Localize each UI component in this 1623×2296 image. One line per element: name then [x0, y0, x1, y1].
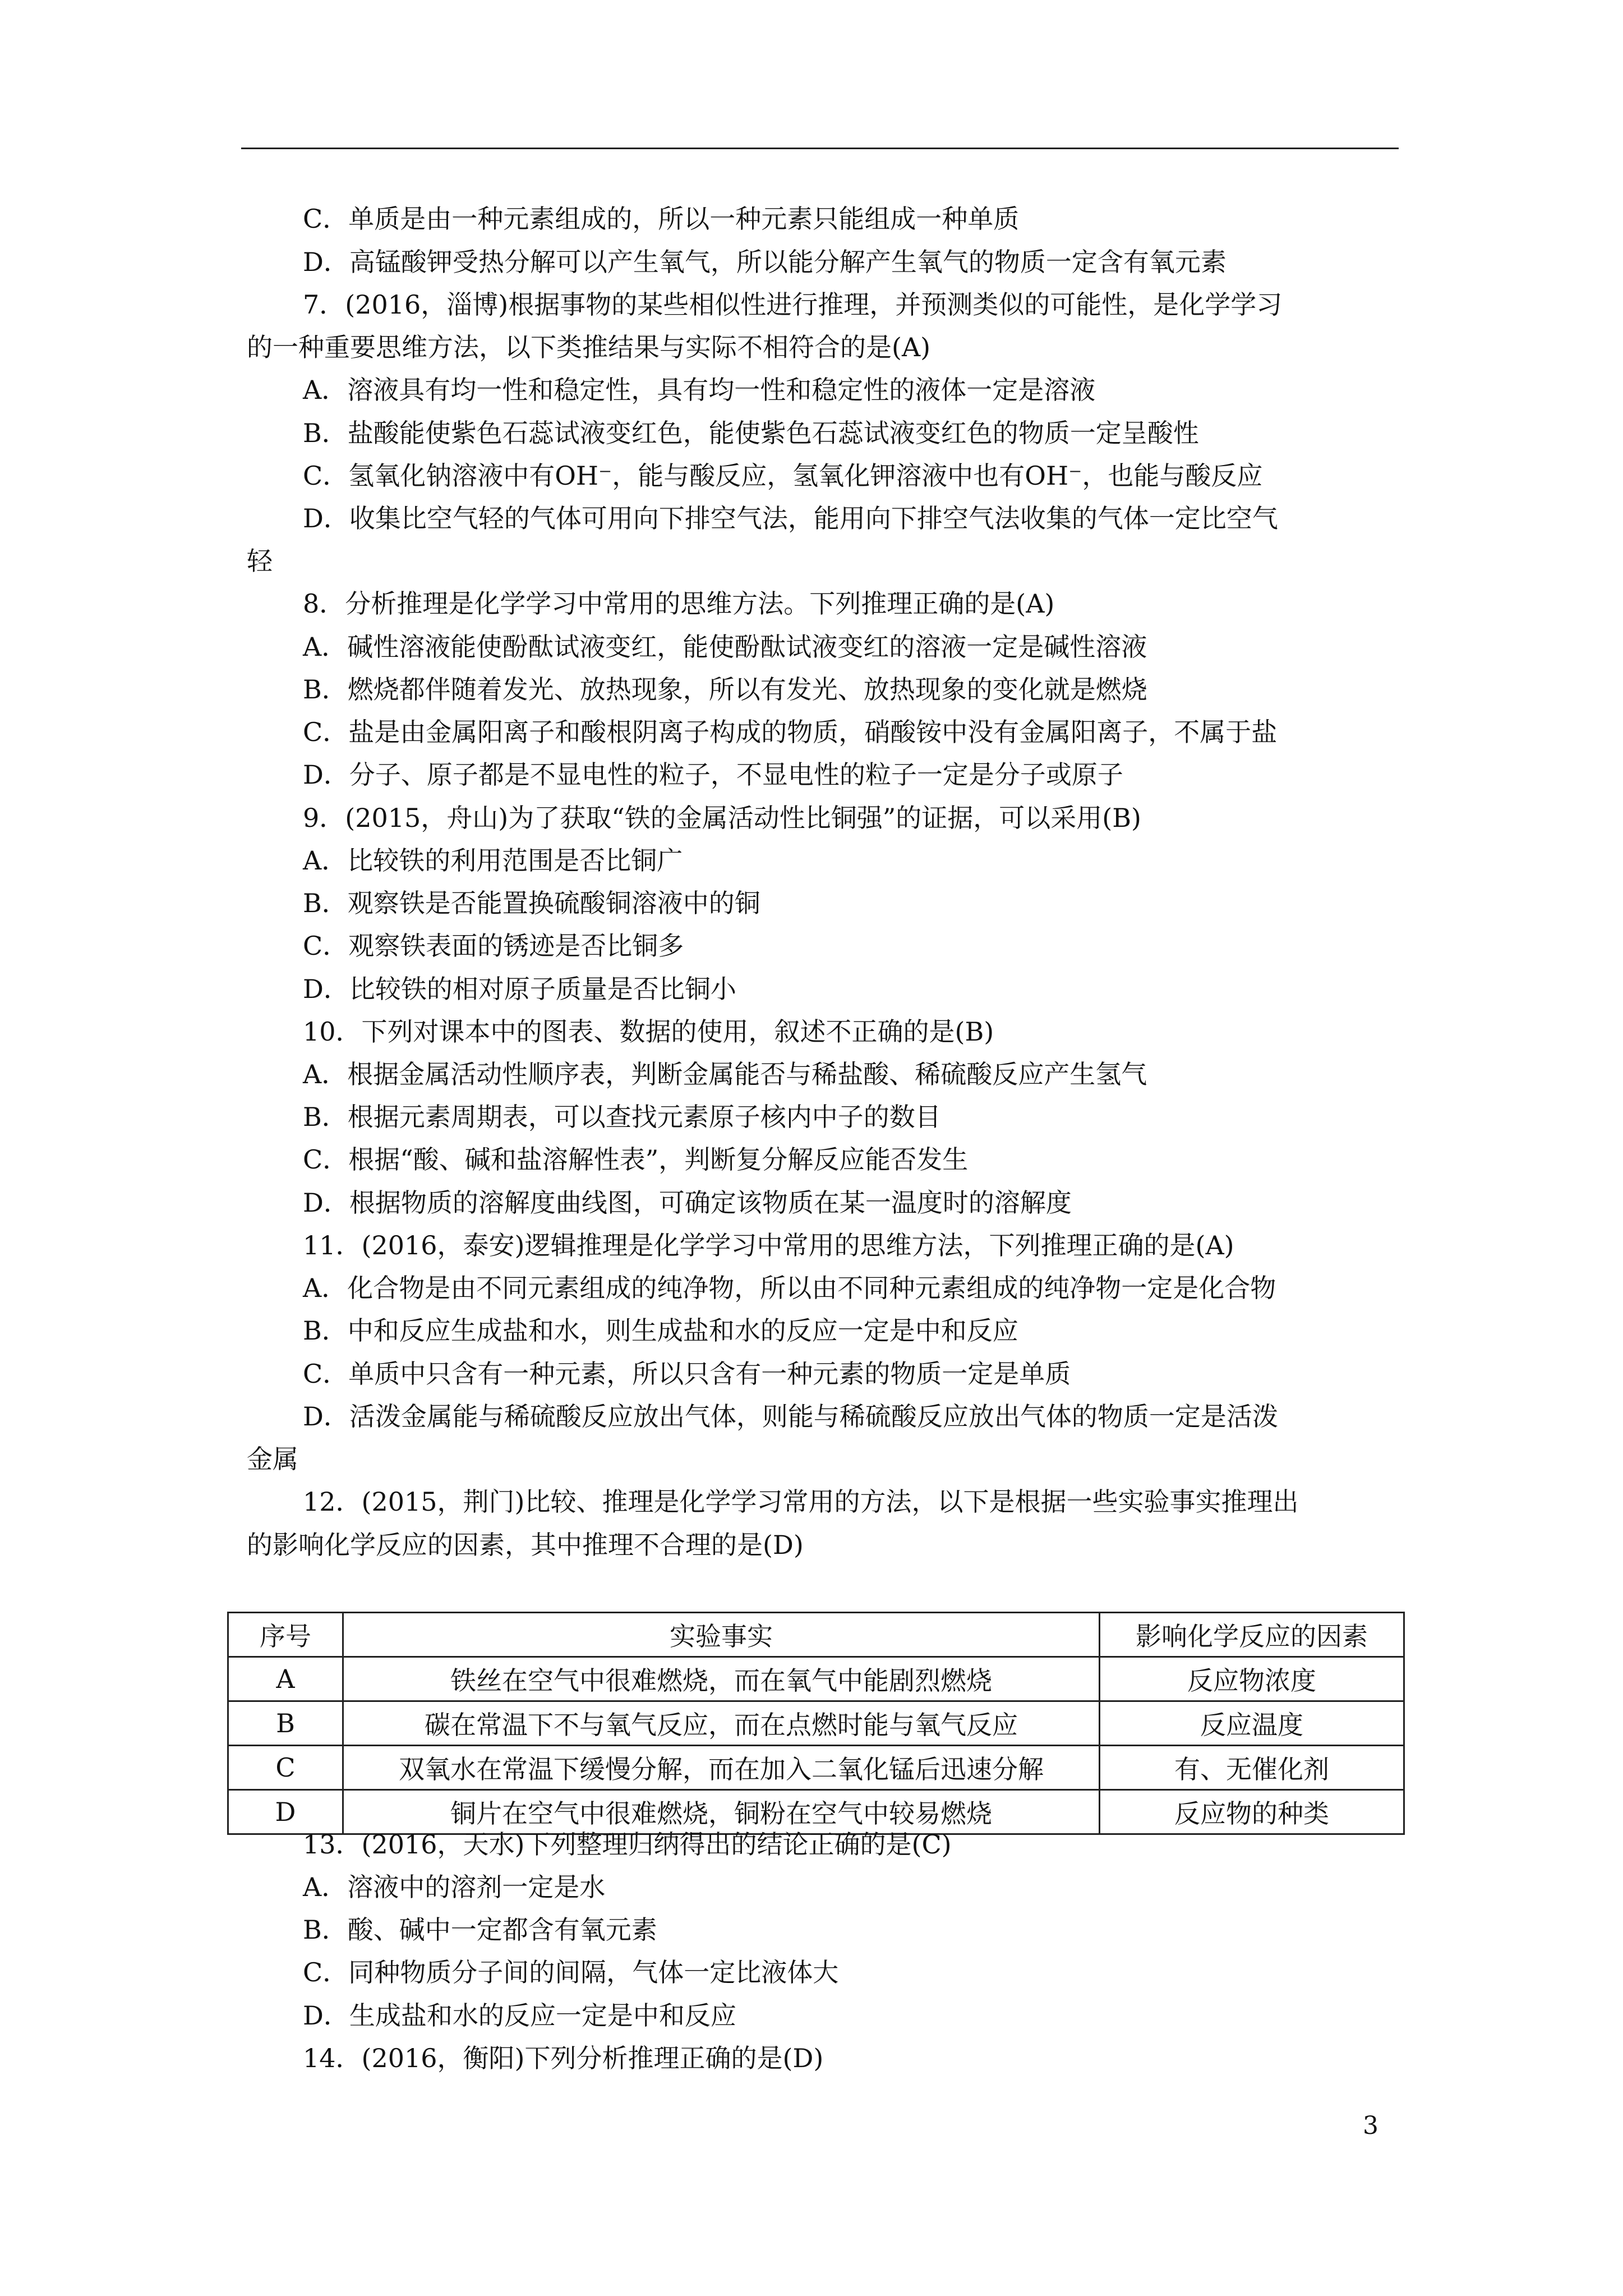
option-8b: B．燃烧都伴随着发光、放热现象，所以有发光、放热现象的变化就是燃烧: [303, 674, 1147, 705]
option-13a: A．溶液中的溶剂一定是水: [303, 1872, 606, 1902]
option-11d: D．活泼金属能与稀硫酸反应放出气体，则能与稀硫酸反应放出气体的物质一定是活泼: [303, 1401, 1278, 1432]
option-10c: C．根据“酸、碱和盐溶解性表”，判断复分解反应能否发生: [303, 1144, 969, 1175]
question-13-stem: 13．(2016，天水)下列整理归纳得出的结论正确的是(C): [303, 1829, 952, 1860]
question-9-stem: 9．(2015，舟山)为了获取“铁的金属活动性比铜强”的证据，可以采用(B): [303, 803, 1141, 833]
option-7d: D．收集比空气轻的气体可用向下排空气法，能用向下排空气法收集的气体一定比空气: [303, 503, 1278, 533]
table-row: [228, 1746, 1404, 1790]
option-10b: B．根据元素周期表，可以查找元素原子核内中子的数目: [303, 1102, 941, 1132]
table-cell: A: [228, 1657, 343, 1701]
option-8c: C．盐是由金属阳离子和酸根阴离子构成的物质，硝酸铵中没有金属阳离子，不属于盐: [303, 717, 1278, 747]
option-8a: A．碱性溶液能使酚酞试液变红，能使酚酞试液变红的溶液一定是碱性溶液: [303, 632, 1147, 662]
option-9c: C．观察铁表面的锈迹是否比铜多: [303, 931, 684, 961]
option-10a: A．根据金属活动性顺序表，判断金属能否与稀盐酸、稀硫酸反应产生氢气: [303, 1059, 1147, 1089]
option-6c: C．单质是由一种元素组成的，所以一种元素只能组成一种单质: [303, 204, 1020, 234]
option-8d: D．分子、原子都是不显电性的粒子，不显电性的粒子一定是分子或原子: [303, 760, 1123, 790]
header-rule: [241, 148, 1399, 149]
question-12-stem-cont: 的影响化学反应的因素，其中推理不合理的是(D): [247, 1530, 804, 1560]
page-number: 3: [1363, 2111, 1378, 2140]
question-7-stem-cont: 的一种重要思维方法，以下类推结果与实际不相符合的是(A): [247, 332, 931, 362]
option-11a: A．化合物是由不同元素组成的纯净物，所以由不同种元素组成的纯净物一定是化合物: [303, 1273, 1276, 1303]
option-9a: A．比较铁的利用范围是否比铜广: [303, 845, 683, 876]
question-10-stem: 10．下列对课本中的图表、数据的使用，叙述不正确的是(B): [303, 1016, 994, 1047]
table-cell: 碳在常温下不与氧气反应，而在点燃时能与氧气反应: [343, 1701, 1100, 1746]
table-cell: 反应温度: [1100, 1701, 1404, 1746]
table-cell: C: [228, 1746, 343, 1790]
question-7-stem: 7．(2016，淄博)根据事物的某些相似性进行推理，并预测类似的可能性，是化学学习: [303, 289, 1283, 320]
table-row: [228, 1701, 1404, 1746]
option-11b: B．中和反应生成盐和水，则生成盐和水的反应一定是中和反应: [303, 1315, 1018, 1346]
question-12-stem: 12．(2015，荆门)比较、推理是化学学习常用的方法，以下是根据一些实验事实推理出: [303, 1487, 1299, 1517]
option-13b: B．酸、碱中一定都含有氧元素: [303, 1915, 657, 1945]
column-header: 序号: [228, 1613, 343, 1657]
table-cell: 有、无催化剂: [1100, 1746, 1404, 1790]
experiment-table: [227, 1612, 1405, 1835]
question-8-stem: 8．分析推理是化学学习中常用的思维方法。下列推理正确的是(A): [303, 588, 1055, 619]
option-7a: A．溶液具有均一性和稳定性，具有均一性和稳定性的液体一定是溶液: [303, 375, 1096, 405]
option-9b: B．观察铁是否能置换硫酸铜溶液中的铜: [303, 888, 760, 918]
table-cell: 反应物的种类: [1100, 1790, 1404, 1834]
column-header: 实验事实: [343, 1613, 1100, 1657]
table-cell: 铁丝在空气中很难燃烧，而在氧气中能剧烈燃烧: [343, 1657, 1100, 1701]
option-7c: C．氢氧化钠溶液中有OH⁻，能与酸反应，氢氧化钾溶液中也有OH⁻，也能与酸反应: [303, 461, 1263, 491]
option-11d-cont: 金属: [247, 1444, 298, 1474]
question-14-stem: 14．(2016，衡阳)下列分析推理正确的是(D): [303, 2043, 824, 2073]
option-7b: B．盐酸能使紫色石蕊试液变红色，能使紫色石蕊试液变红色的物质一定呈酸性: [303, 418, 1199, 448]
option-10d: D．根据物质的溶解度曲线图，可确定该物质在某一温度时的溶解度: [303, 1188, 1072, 1218]
table-cell: B: [228, 1701, 343, 1746]
table-cell: 反应物浓度: [1100, 1657, 1404, 1701]
table-cell: 铜片在空气中很难燃烧，铜粉在空气中较易燃烧: [343, 1790, 1100, 1834]
option-6d: D．高锰酸钾受热分解可以产生氧气，所以能分解产生氧气的物质一定含有氧元素: [303, 247, 1227, 277]
table-header-row: [228, 1613, 1404, 1657]
option-13d: D．生成盐和水的反应一定是中和反应: [303, 2000, 736, 2031]
option-7d-cont: 轻: [247, 546, 273, 576]
column-header: 影响化学反应的因素: [1100, 1613, 1404, 1657]
option-13c: C．同种物质分子间的间隔，气体一定比液体大: [303, 1957, 839, 1987]
option-9d: D．比较铁的相对原子质量是否比铜小: [303, 974, 736, 1004]
question-11-stem: 11．(2016，泰安)逻辑推理是化学学习中常用的思维方法，下列推理正确的是(A): [303, 1230, 1234, 1260]
table-cell: D: [228, 1790, 343, 1834]
table-row: [228, 1657, 1404, 1701]
option-11c: C．单质中只含有一种元素，所以只含有一种元素的物质一定是单质: [303, 1359, 1071, 1389]
table-cell: 双氧水在常温下缓慢分解，而在加入二氧化锰后迅速分解: [343, 1746, 1100, 1790]
